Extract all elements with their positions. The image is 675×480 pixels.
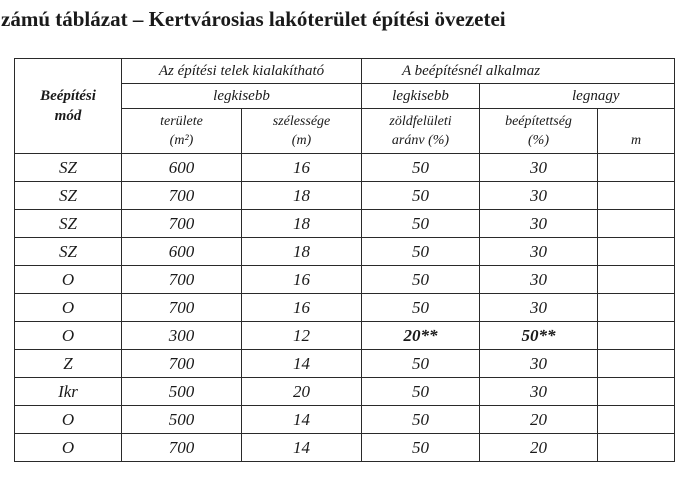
table-row	[15, 378, 675, 406]
cell-mode: SZ	[15, 182, 122, 210]
table-body	[15, 154, 675, 462]
cell-width: 16	[242, 266, 362, 294]
cell-built: 30	[480, 182, 598, 210]
cell-width: 20	[242, 378, 362, 406]
cell-mode: Z	[15, 350, 122, 378]
cell-built: 30	[480, 210, 598, 238]
cell-width: 18	[242, 210, 362, 238]
header-area-label: területe	[160, 114, 203, 129]
cell-mode: O	[15, 322, 122, 350]
cell-area: 700	[122, 266, 242, 294]
table-row	[15, 406, 675, 434]
zoning-table	[14, 58, 675, 462]
header-last-unit: m	[630, 133, 642, 148]
header-building-group: A beépítésnél alkalmaz	[362, 59, 675, 84]
header-built-unit: (%)	[528, 133, 549, 148]
header-built-label: beépítettség	[505, 114, 572, 129]
cell-last	[598, 266, 675, 294]
header-largest: legnagy	[480, 84, 675, 109]
header-plot-group: Az építési telek kialakítható	[122, 59, 362, 84]
table-row	[15, 182, 675, 210]
cell-last	[598, 350, 675, 378]
header-width-label: szélessége	[272, 114, 331, 129]
page-title: zámú táblázat – Kertvárosias lakóterület építési övezetei	[1, 7, 506, 31]
cell-green: 50	[362, 182, 480, 210]
table-row	[15, 294, 675, 322]
cell-last	[598, 238, 675, 266]
header-smallest-plot: legkisebb	[122, 84, 362, 109]
header-width-unit: (m)	[291, 133, 312, 148]
table-row	[15, 154, 675, 182]
cell-green: 50	[362, 210, 480, 238]
cell-built: 30	[480, 238, 598, 266]
header-green	[362, 109, 480, 154]
cell-area: 700	[122, 182, 242, 210]
cell-last	[598, 378, 675, 406]
cell-green: 50	[362, 350, 480, 378]
header-building-mode	[15, 59, 122, 154]
cell-last	[598, 322, 675, 350]
cell-green: 50	[362, 154, 480, 182]
cell-built: 30	[480, 294, 598, 322]
cell-mode: O	[15, 434, 122, 462]
cell-width: 18	[242, 182, 362, 210]
cell-green: 50	[362, 238, 480, 266]
cell-area: 700	[122, 294, 242, 322]
table-row	[15, 266, 675, 294]
header-width	[242, 109, 362, 154]
cell-built: 20	[480, 406, 598, 434]
cell-last	[598, 210, 675, 238]
cell-green: 50	[362, 434, 480, 462]
cell-green: 50	[362, 266, 480, 294]
cell-built: 50**	[480, 322, 598, 350]
header-area	[122, 109, 242, 154]
header-mode-line2: mód	[54, 108, 82, 124]
cell-width: 14	[242, 406, 362, 434]
cell-last	[598, 406, 675, 434]
cell-built: 30	[480, 266, 598, 294]
cell-last	[598, 154, 675, 182]
cell-width: 16	[242, 154, 362, 182]
header-green-unit: aránv (%)	[391, 133, 450, 148]
cell-area: 700	[122, 350, 242, 378]
header-area-unit: (m²)	[169, 133, 194, 148]
table-row	[15, 210, 675, 238]
cell-mode: O	[15, 406, 122, 434]
cell-area: 700	[122, 434, 242, 462]
cell-area: 600	[122, 238, 242, 266]
cell-area: 700	[122, 210, 242, 238]
header-mode-line1: Beépítési	[40, 88, 96, 104]
cell-last	[598, 294, 675, 322]
cell-last	[598, 182, 675, 210]
cell-width: 18	[242, 238, 362, 266]
cell-built: 20	[480, 434, 598, 462]
cell-mode: SZ	[15, 238, 122, 266]
header-green-label: zöldfelületi	[389, 114, 452, 129]
cell-area: 300	[122, 322, 242, 350]
cell-width: 16	[242, 294, 362, 322]
header-smallest-green: legkisebb	[362, 84, 480, 109]
cell-green: 50	[362, 378, 480, 406]
table-row	[15, 350, 675, 378]
cell-mode: SZ	[15, 210, 122, 238]
cell-built: 30	[480, 154, 598, 182]
cell-width: 14	[242, 434, 362, 462]
cell-mode: SZ	[15, 154, 122, 182]
cell-last	[598, 434, 675, 462]
cell-green: 20**	[362, 322, 480, 350]
header-built	[480, 109, 598, 154]
cell-width: 12	[242, 322, 362, 350]
header-last	[598, 109, 675, 154]
table-row	[15, 322, 675, 350]
cell-area: 500	[122, 406, 242, 434]
cell-built: 30	[480, 378, 598, 406]
cell-mode: O	[15, 266, 122, 294]
cell-built: 30	[480, 350, 598, 378]
cell-mode: Ikr	[15, 378, 122, 406]
cell-area: 600	[122, 154, 242, 182]
cell-width: 14	[242, 350, 362, 378]
table-row	[15, 434, 675, 462]
cell-mode: O	[15, 294, 122, 322]
table-row	[15, 238, 675, 266]
cell-green: 50	[362, 294, 480, 322]
cell-green: 50	[362, 406, 480, 434]
cell-area: 500	[122, 378, 242, 406]
